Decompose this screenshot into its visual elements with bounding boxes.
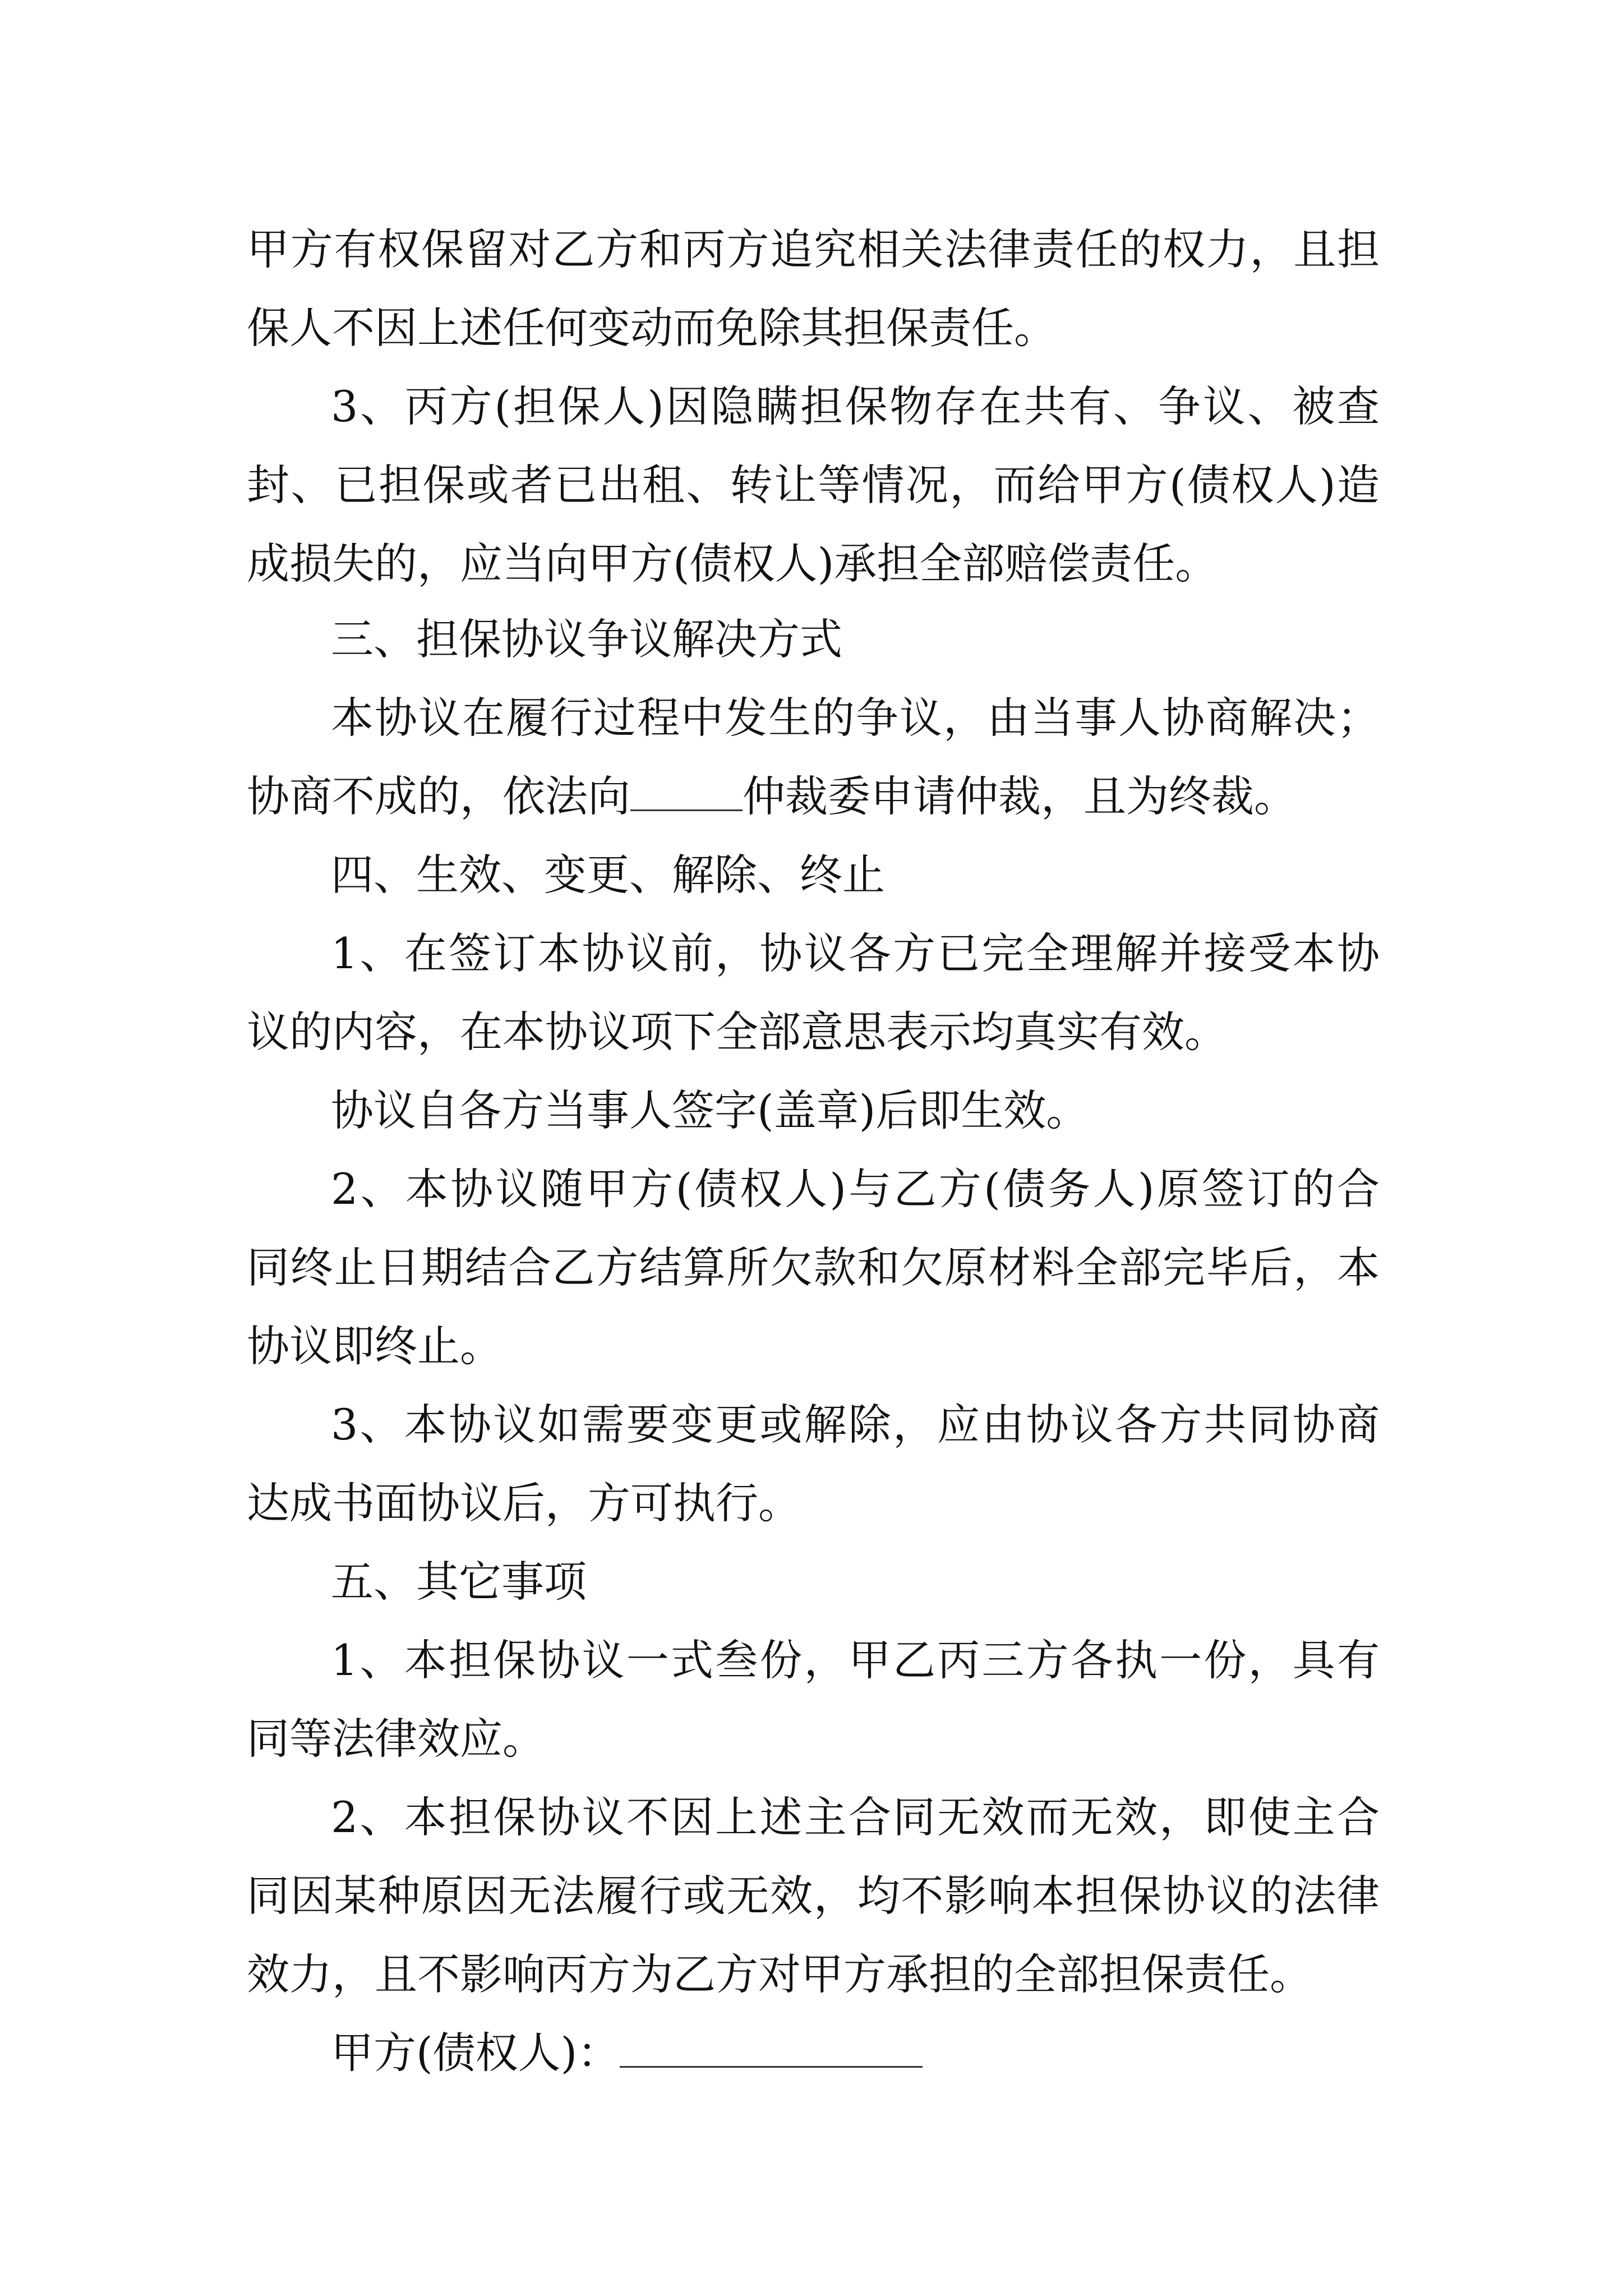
paragraph-line: 议的内容，在本协议项下全部意思表示均真实有效。 <box>247 1007 1227 1057</box>
paragraph-line: 协议即终止。 <box>247 1321 502 1371</box>
paragraph-line: 本协议在履行过程中发生的争议，由当事人协商解决； <box>331 693 1380 743</box>
paragraph-line: 保人不因上述任何变动而免除其担保责任。 <box>247 303 1057 353</box>
paragraph-line: 同因某种原因无法履行或无效，均不影响本担保协议的法律 <box>247 1871 1380 1921</box>
paragraph-line <box>247 763 1297 830</box>
party-a-signature-blank <box>620 2027 923 2068</box>
paragraph-line: 同等法律效应。 <box>247 1714 545 1764</box>
paragraph-line: 3、丙方(担保人)因隐瞒担保物存在共有、争议、被查 <box>331 381 1380 431</box>
paragraph-line: 1、本担保协议一式叁份，甲乙丙三方各执一份，具有 <box>331 1635 1380 1685</box>
paragraph-line: 甲方有权保留对乙方和丙方追究相关法律责任的权力，且担 <box>247 224 1380 274</box>
section-heading: 五、其它事项 <box>331 1557 587 1607</box>
paragraph-line: 1、在签订本协议前，协议各方已完全理解并接受本协 <box>331 928 1380 978</box>
paragraph-line: 协议自各方当事人签字(盖章)后即生效。 <box>331 1085 1089 1135</box>
paragraph-line: 同终止日期结合乙方结算所欠款和欠原材料全部完毕后，本 <box>247 1243 1380 1292</box>
paragraph-text: 仲裁委申请仲裁，且为终裁。 <box>743 771 1297 821</box>
arbitration-blank <box>630 770 743 811</box>
signature-line-party-a <box>331 2019 923 2087</box>
paragraph-line: 2、本担保协议不因上述主合同无效而无效，即使主合 <box>331 1792 1380 1842</box>
paragraph-line: 2、本协议随甲方(债权人)与乙方(债务人)原签订的合 <box>331 1164 1380 1214</box>
paragraph-text: 协商不成的，依法向 <box>247 771 630 821</box>
section-heading: 三、担保协议争议解决方式 <box>331 614 842 664</box>
paragraph-line: 达成书面协议后，方可执行。 <box>247 1478 801 1528</box>
paragraph-line: 3、本协议如需要变更或解除，应由协议各方共同协商 <box>331 1400 1380 1450</box>
paragraph-line: 封、已担保或者已出租、转让等情况，而给甲方(债权人)造 <box>247 460 1380 510</box>
paragraph-line: 效力，且不影响丙方为乙方对甲方承担的全部担保责任。 <box>247 1949 1312 1999</box>
section-heading: 四、生效、变更、解除、终止 <box>331 850 885 900</box>
party-a-label: 甲方(债权人)： <box>331 2028 620 2078</box>
paragraph-line: 成损失的，应当向甲方(债权人)承担全部赔偿责任。 <box>247 539 1218 588</box>
